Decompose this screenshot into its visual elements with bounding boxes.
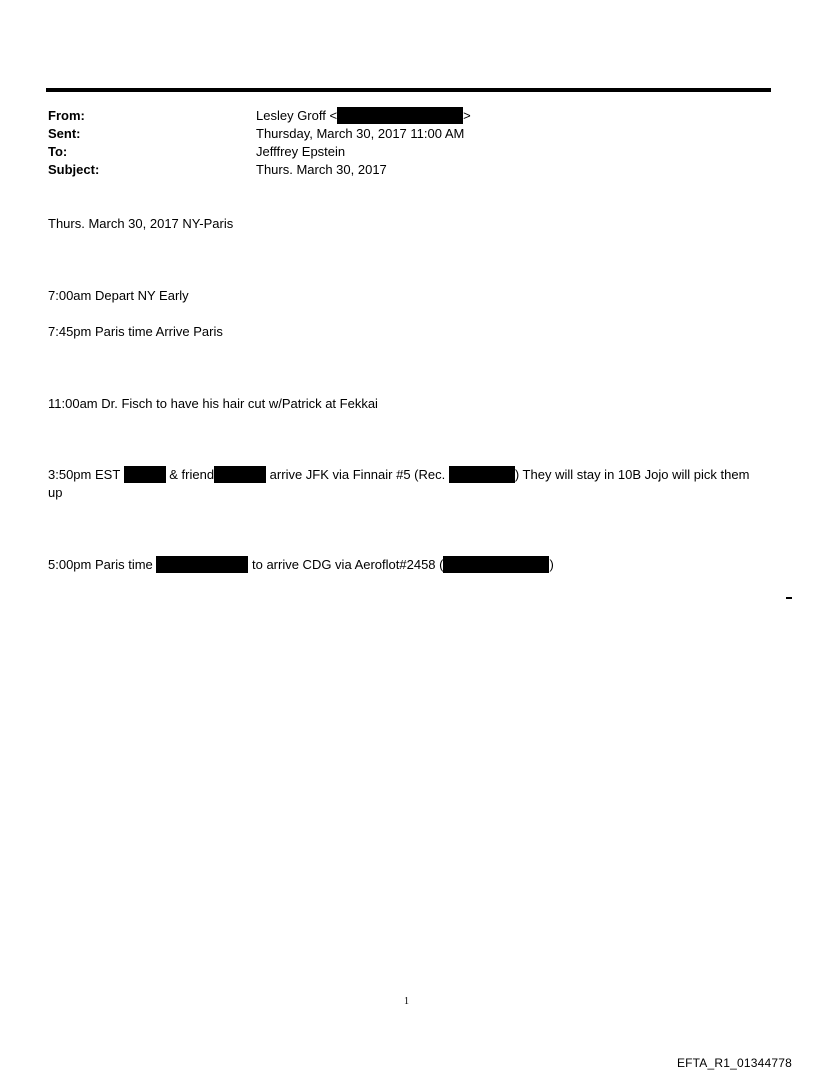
- sent-label: Sent:: [48, 126, 81, 141]
- jfk-friend-text: & friend: [165, 467, 215, 482]
- jfk-stay-text: ) They will stay in 10B Jojo will pick them: [514, 467, 750, 482]
- body-line-jfk-continuation: up: [48, 485, 63, 500]
- body-line-jfk-arrival: [48, 466, 749, 484]
- cdg-close-paren: ): [549, 557, 554, 572]
- stray-dash-mark: [786, 597, 792, 599]
- body-line-itinerary-title: Thurs. March 30, 2017 NY-Paris: [48, 216, 234, 231]
- from-label: From:: [48, 108, 85, 123]
- redacted-email-box: [337, 107, 463, 124]
- page-number: 1: [404, 996, 409, 1007]
- redacted-record-box: [443, 556, 549, 573]
- body-line-haircut: 11:00am Dr. Fisch to have his hair cut w/Patrick at Fekkai: [48, 396, 378, 411]
- bates-number: EFTA_R1_01344778: [676, 1056, 792, 1070]
- from-close-bracket: >: [463, 108, 471, 123]
- cdg-time-text: 5:00pm Paris time: [48, 557, 157, 572]
- header-divider-rule: [46, 88, 771, 92]
- to-value: Jefffrey Epstein: [256, 144, 346, 159]
- subject-value: Thurs. March 30, 2017: [256, 162, 387, 177]
- redacted-name-box: [214, 466, 266, 483]
- body-line-depart: 7:00am Depart NY Early: [48, 288, 189, 303]
- redacted-name-box: [156, 556, 248, 573]
- to-label: To:: [48, 144, 68, 159]
- body-line-arrive: 7:45pm Paris time Arrive Paris: [48, 324, 223, 339]
- jfk-flight-text: arrive JFK via Finnair #5 (Rec.: [266, 467, 449, 482]
- redacted-record-box: [449, 466, 515, 483]
- redacted-name-box: [124, 466, 166, 483]
- from-name: Lesley Groff <: [256, 108, 338, 123]
- cdg-flight-text: to arrive CDG via Aeroflot#2458 (: [248, 557, 444, 572]
- sent-value: Thursday, March 30, 2017 11:00 AM: [256, 126, 465, 141]
- body-line-cdg-arrival: [48, 556, 554, 574]
- subject-label: Subject:: [48, 162, 100, 177]
- jfk-time-text: 3:50pm EST: [48, 467, 124, 482]
- from-value: [256, 107, 471, 125]
